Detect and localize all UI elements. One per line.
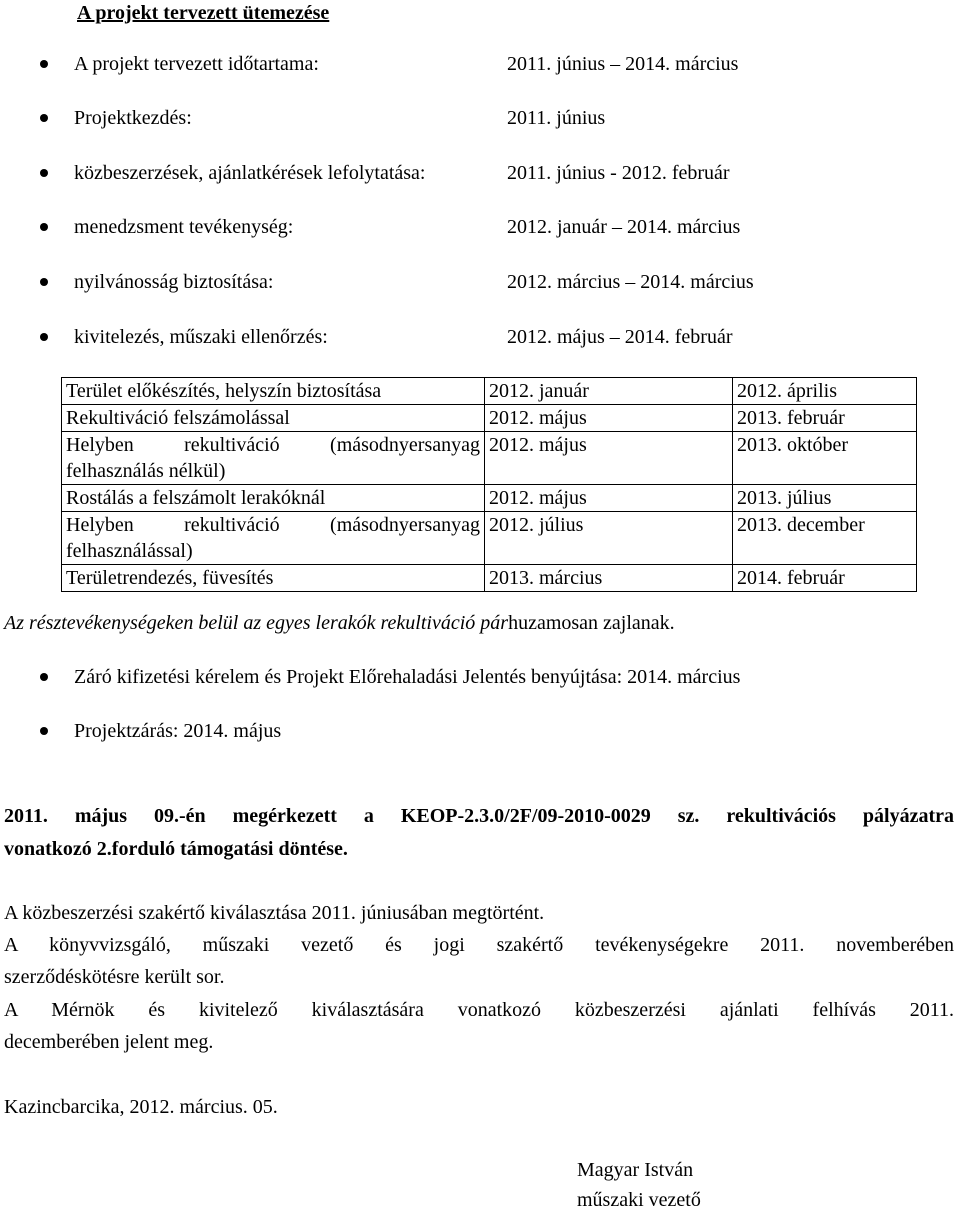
activity-cell: Helyben rekultiváció (másodnyersanyag felhasználás nélkül) [62,432,485,485]
paragraph-2-line-1: A könyvvizsgáló, műszaki vezető és jogi szakértő tevékenységekre 2011. novemberében [4,934,954,956]
start-cell: 2012. május [485,485,733,512]
list-item [0,663,960,691]
list-item [0,104,960,132]
item-label: nyilvánosság biztosítása: [74,271,274,293]
item-value: 2012. január – 2014. március [507,216,741,238]
end-cell: 2014. február [733,565,917,592]
start-cell: 2012. május [485,405,733,432]
table-row [62,512,917,565]
paragraph-3-line-2: decemberében jelent meg. [4,1031,214,1053]
bullet-icon [40,223,48,231]
activity-cell: Rostálás a felszámolt lerakóknál [62,485,485,512]
activity-cell: Rekultiváció felszámolással [62,405,485,432]
start-cell: 2012. január [485,378,733,405]
start-cell: 2012. július [485,512,733,565]
note-regular: huzamosan zajlanak. [508,612,675,634]
bullet-icon [40,278,48,286]
list-item [0,268,960,296]
end-cell: 2013. február [733,405,917,432]
end-cell: 2013. július [733,485,917,512]
start-cell: 2013. március [485,565,733,592]
table-row [62,405,917,432]
item-label: menedzsment tevékenység: [74,216,294,238]
table-row [62,565,917,592]
list-item [0,717,960,745]
item-text: Záró kifizetési kérelem és Projekt Előrehaladási Jelentés benyújtása: 2014. március [74,666,741,688]
bullet-icon [40,169,48,177]
item-label: közbeszerzések, ajánlatkérések lefolytatása: [74,162,426,184]
table-note [4,610,675,636]
item-label: Projektkezdés: [74,107,192,129]
list-item [0,159,960,187]
item-value: 2012. március – 2014. március [507,271,754,293]
bullet-icon [40,333,48,341]
activity-cell: Területrendezés, füvesítés [62,565,485,592]
item-value: 2011. június [507,107,606,129]
decision-line-2: vonatkozó 2.forduló támogatási döntése. [4,838,348,860]
list-item [0,50,960,78]
end-cell: 2012. április [733,378,917,405]
decision-line-1: 2011. május 09.-én megérkezett a KEOP-2.3.0/2F/09-2010-0029 sz. rekultivációs pályázatra [4,805,954,827]
bullet-icon [40,727,48,735]
schedule-table [61,377,917,592]
bullet-icon [40,673,48,681]
note-italic: Az résztevékenységeken belül az egyes lerakók rekultiváció pár [4,612,509,634]
item-text: Projektzárás: 2014. május [74,720,282,742]
list-item [0,213,960,241]
section-title: A projekt tervezett ütemezése [77,2,330,24]
activity-cell: Helyben rekultiváció (másodnyersanyag felhasználással) [62,512,485,565]
paragraph-2-line-2: szerződéskötésre került sor. [4,966,225,988]
item-value: 2011. június – 2014. március [507,53,739,75]
item-label: kivitelezés, műszaki ellenőrzés: [74,326,328,348]
signature-name: Magyar István [577,1159,694,1181]
list-item [0,323,960,351]
bullet-icon [40,60,48,68]
place-date: Kazincbarcika, 2012. március. 05. [4,1096,278,1118]
paragraph-1: A közbeszerzési szakértő kiválasztása 2011. júniusában megtörtént. [4,902,545,924]
signature-role: műszaki vezető [577,1189,701,1211]
table-row [62,432,917,485]
item-value: 2011. június - 2012. február [507,162,730,184]
end-cell: 2013. december [733,512,917,565]
item-value: 2012. május – 2014. február [507,326,733,348]
activity-cell: Terület előkészítés, helyszín biztosítása [62,378,485,405]
end-cell: 2013. október [733,432,917,485]
item-label: A projekt tervezett időtartama: [74,53,319,75]
table-row [62,485,917,512]
table-row [62,378,917,405]
bullet-icon [40,114,48,122]
start-cell: 2012. május [485,432,733,485]
paragraph-3-line-1: A Mérnök és kivitelező kiválasztására vonatkozó közbeszerzési ajánlati felhívás 2011. [4,999,954,1021]
